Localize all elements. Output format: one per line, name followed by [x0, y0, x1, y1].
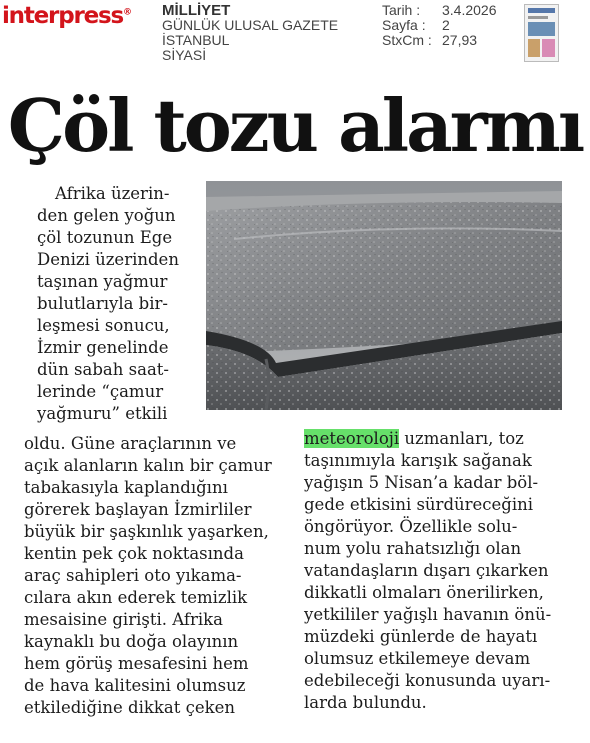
text-line: leşmesi sonucu, [37, 316, 170, 335]
thumbnail-clip-marker [542, 39, 555, 57]
text-line: Afrika üzerin- [55, 184, 170, 203]
text-line: tabakasıyla kaplandığını [24, 478, 228, 497]
clipping-stats [382, 3, 497, 48]
date-row [382, 3, 497, 18]
text-line: kaynaklı bu doğa olayının [24, 632, 239, 651]
article-photo-muddy-car-roof [206, 181, 562, 410]
text-line: olumsuz etkilemeye devam [304, 649, 531, 668]
article-headline: Çöl tozu alarmı [7, 83, 583, 168]
text-line: gede etkisini sürdüreceğini [304, 495, 534, 514]
text-line: vatandaşların dışarı çıkarken [304, 561, 549, 580]
interpress-logo [2, 3, 132, 29]
stxcm-value: 27,93 [442, 32, 478, 48]
article-column-a [37, 183, 205, 425]
thumbnail-photo-small [528, 39, 540, 57]
thumbnail-photo [528, 22, 555, 36]
text-line: dün sabah saat- [37, 360, 169, 379]
text-line: çöl tozunun Ege [37, 228, 173, 247]
text-line: kentin pek çok noktasında [24, 544, 244, 563]
text-line: etkilediğine dikkat çeken [24, 698, 235, 717]
text-line: yetkililer yağışlı havanın önü- [304, 605, 552, 624]
text-line: İzmir genelinde [37, 338, 169, 357]
publication-name: MİLLİYET [162, 2, 231, 19]
text-line: taşınımıyla karışık sağanak [304, 451, 532, 470]
text-line: edebileceği konusunda uyarı- [304, 671, 551, 690]
text-line: cılara akın ederek temizlik [24, 588, 248, 607]
date-value: 3.4.2026 [442, 2, 497, 18]
stxcm-row [382, 33, 497, 48]
text-line: larda bulundu. [304, 693, 427, 712]
text-line: num yolu rahatsızlığı olan [304, 539, 522, 558]
text-line: büyük bir şaşkınlık yaşarken, [24, 522, 269, 541]
date-label: Tarih : [382, 2, 421, 18]
text-line-rest: uzmanları, toz [399, 429, 524, 448]
text-line: mesaisine girişti. Afrika [24, 610, 223, 629]
keyword-highlight: meteoroloji [304, 429, 400, 448]
text-line: yağmuru” etkili [37, 404, 168, 423]
text-line: görerek başlayan İzmirliler [24, 500, 252, 519]
text-line: den gelen yoğun [37, 206, 176, 225]
clipping-publication-info [162, 3, 338, 63]
thumbnail-text-block [528, 16, 548, 19]
page-row [382, 18, 497, 33]
publication-city: İSTANBUL [162, 32, 230, 48]
text-line: hem görüş mesafesini hem [24, 654, 249, 673]
text-line: oldu. Güne araçlarının ve [24, 434, 237, 453]
text-line: bulutlarıyla bir- [37, 294, 168, 313]
text-line: Denizi üzerinden [37, 250, 179, 269]
text-line: dikkatli olmaları önerilirken, [304, 583, 544, 602]
publication-type: GÜNLÜK ULUSAL GAZETE [162, 17, 339, 33]
text-line: müzdeki günlerde de hayatı [304, 627, 538, 646]
article-column-b [24, 433, 288, 719]
text-line: öngörüyor. Özellikle solu- [304, 517, 518, 536]
text-line: yağışın 5 Nisan’a kadar böl- [304, 473, 539, 492]
text-line: lerinde “çamur [37, 382, 164, 401]
article-column-c [304, 428, 566, 714]
page-thumbnail[interactable] [524, 4, 559, 62]
text-line: açık alanların kalın bir çamur [24, 456, 272, 475]
text-line: taşınan yağmur [37, 272, 168, 291]
page-label: Sayfa : [382, 17, 426, 33]
text-line: de hava kalitesini olumsuz [24, 676, 246, 695]
stxcm-label: StxCm : [382, 32, 432, 48]
text-line [304, 428, 566, 450]
publication-section: SİYASİ [162, 47, 207, 63]
page-value: 2 [442, 17, 450, 33]
registered-mark: ® [122, 7, 132, 18]
text-line: araç sahipleri oto yıkama- [24, 566, 242, 585]
thumbnail-masthead [528, 8, 555, 13]
logo-text: interpress [2, 3, 123, 29]
